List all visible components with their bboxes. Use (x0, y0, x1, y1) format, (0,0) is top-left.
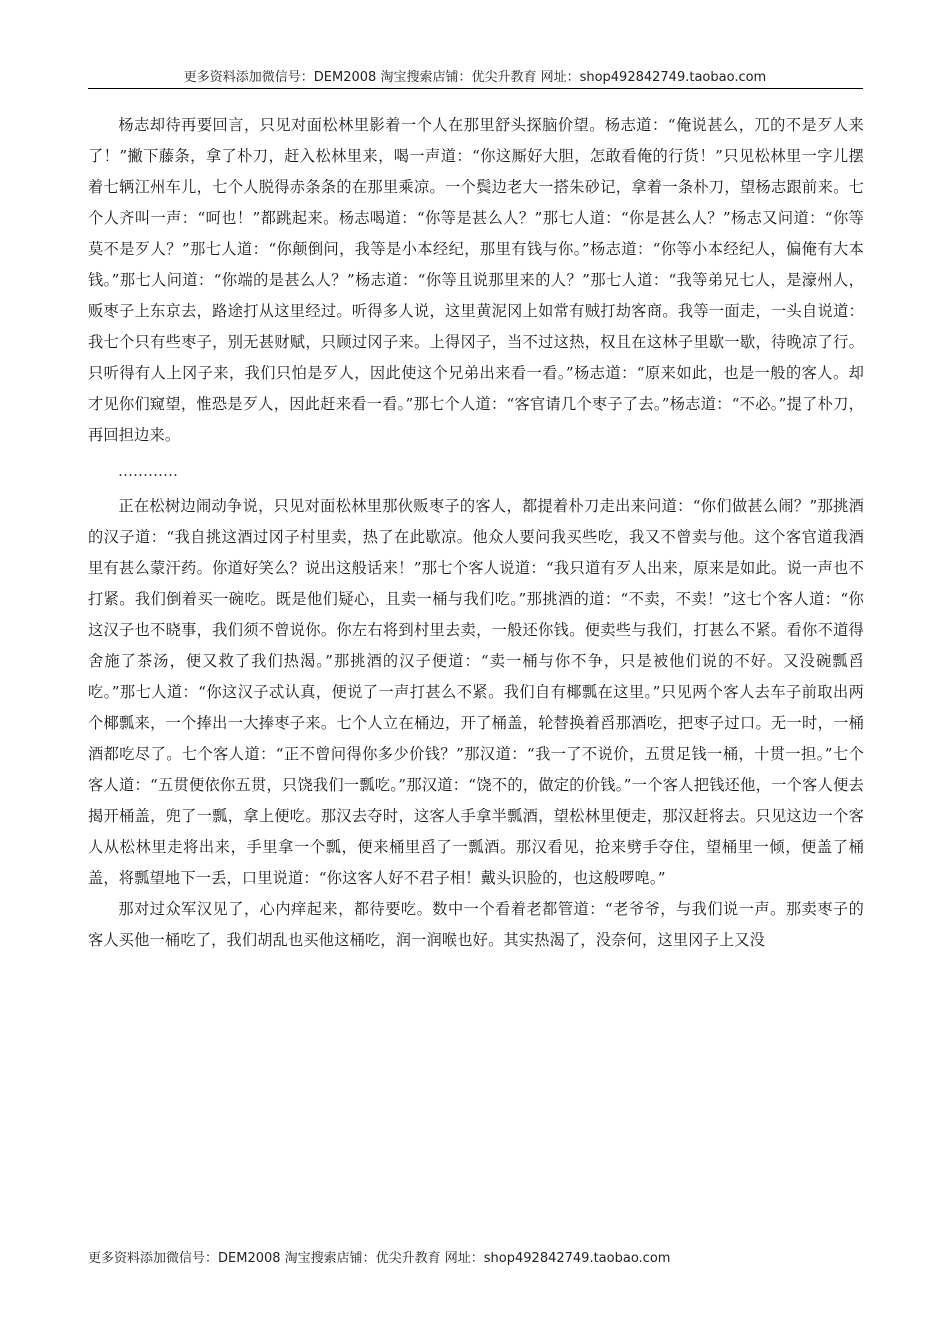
paragraph-2: 正在松树边闹动争说，只见对面松林里那伙贩枣子的客人，都提着朴刀走出来问道：“你们做甚么闹？”那挑酒的汉子道：“我自挑这酒过冈子村里卖，热了在此歇凉。他众人要问我买些吃，我又不曾卖与他。这个客官道我酒里有甚么蒙汗药。你道好笑么？说出这般话来！”那七个客人说道：“我只道有歹人出来，原来是如此。说一声也不打紧。我们倒着买一碗吃。既是他们疑心，且卖一桶与我们吃。”那挑酒的道：“不卖，不卖！”这七个客人道：“你这汉子也不晓事，我们须不曾说你。你左右将到村里去卖，一般还你钱。便卖些与我们，打甚么不紧。看你不道得舍施了茶汤，便又救了我们热渴。”那挑酒的汉子便道：“卖一桶与你不争，只是被他们说的不好。又没碗瓢舀吃。”那七人道：“你这汉子忒认真，便说了一声打甚么不紧。我们自有椰瓢在这里。”只见两个客人去车子前取出两个椰瓢来，一个捧出一大捧枣子来。七个人立在桶边，开了桶盖，轮替换着舀那酒吃，把枣子过口。无一时，一桶酒都吃尽了。七个客人道：“正不曾问得你多少价钱？”那汉道：“我一了不说价，五贯足钱一桶，十贯一担。”七个客人道：“五贯便依你五贯，只饶我们一瓢吃。”那汉道：“饶不的，做定的价钱。”一个客人把钱还他，一个客人便去揭开桶盖，兜了一瓢，拿上便吃。那汉去夺时，这客人手拿半瓢酒，望松林里便走，那汉赶将去。只见这边一个客人从松林里走将出来，手里拿一个瓢，便来桶里舀了一瓢酒。那汉看见，抢来劈手夺住，望桶里一倾，便盖了桶盖，将瓢望地下一丢，口里说道：“你这客人好不君子相！戴头识脸的，也这般啰唣。” (88, 497, 864, 887)
header-divider (88, 88, 863, 89)
paragraph-1: 杨志却待再要回言，只见对面松林里影着一个人在那里舒头探脑价望。杨志道：“俺说甚么，兀的不是歹人来了！”撇下藤条，拿了朴刀，赶入松林里来，喝一声道：“你这厮好大胆，怎敢看俺的行货！”只见松林里一字儿摆着七辆江州车儿，七个人脱得赤条条的在那里乘凉。一个鬓边老大一搭朱砂记，拿着一条朴刀，望杨志跟前来。七个人齐叫一声：“呵也！”都跳起来。杨志喝道：“你等是甚么人？”那七人道：“你是甚么人？”杨志又问道：“你等莫不是歹人？”那七人道：“你颠倒问，我等是小本经纪，那里有钱与你。”杨志道：“你等小本经纪人，偏俺有大本钱。”那七人问道：“你端的是甚么人？”杨志道：“你等且说那里来的人？”那七人道：“我等弟兄七人，是濠州人，贩枣子上东京去，路途打从这里经过。听得多人说，这里黄泥冈上如常有贼打劫客商。我等一面走，一头自说道：我七个只有些枣子，别无甚财赋，只顾过冈子来。上得冈子，当不过这热，权且在这林子里歇一歇，待晚凉了行。只听得有人上冈子来，我们只怕是歹人，因此使这个兄弟出来看一看。”杨志道：“原来如此，也是一般的客人。却才见你们窥望，惟恐是歹人，因此赶来看一看。”那七个人道：“客官请几个枣子了去。”杨志道：“不必。”提了朴刀，再回担边来。 (88, 116, 864, 444)
page-footer: 更多资料添加微信号：DEM2008 淘宝搜索店铺：优尖升教育 网址：shop492842749.taobao.com (88, 1251, 671, 1266)
document-body (88, 110, 864, 956)
paragraph-3: 那对过众军汉见了，心内痒起来，都待要吃。数中一个看着老都管道：“老爷爷，与我们说一声。那卖枣子的客人买他一桶吃了，我们胡乱也买他这桶吃，润一润喉也好。其实热渴了，没奈何，这里冈子上又没 (88, 900, 864, 949)
ellipsis-separator: ………… (118, 462, 178, 480)
page-header: 更多资料添加微信号：DEM2008 淘宝搜索店铺：优尖升教育 网址：shop492842749.taobao.com (183, 70, 767, 85)
